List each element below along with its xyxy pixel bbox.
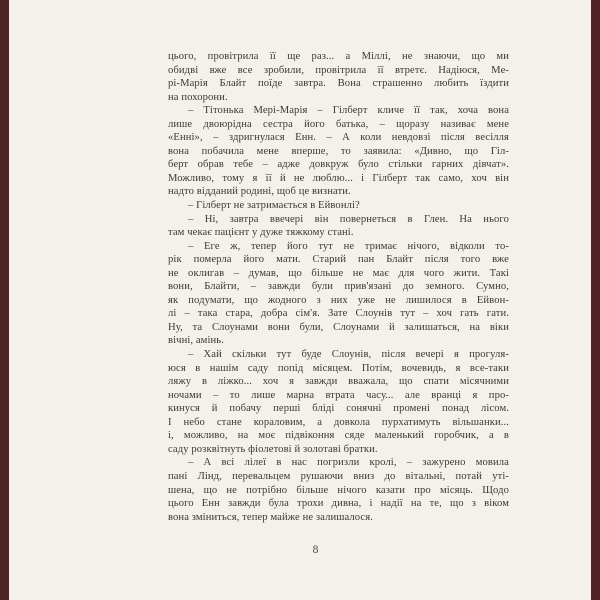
paragraph: [168, 213, 509, 240]
text-line: надто відданий родині, щоб це визнати.: [168, 186, 351, 198]
text-line: – А всі лілеї в нас погризли кролі, – зажурено мовила: [188, 457, 509, 469]
text-line: вони, Блайти, – завжди були прив'язані до земного. Сумно,: [168, 281, 509, 293]
text-line: берт обрав тебе – адже довкруж було стільки гарних дівчат».: [168, 159, 509, 171]
text-line: і, можливо, на моє підвіконня сяде маленький горобчик, а в: [168, 430, 509, 442]
text-line: ляжу в ліжко... хоч я завжди вважала, що спати місячними: [168, 376, 509, 388]
text-line: не оклигав – думав, що більше не має для чого жити. Такі: [168, 267, 509, 279]
text-line: – Хай скільки тут буде Слоунів, після вечері я прогуля-: [188, 349, 509, 361]
text-line: там чекає пацієнт у дуже тяжкому стані.: [168, 227, 354, 239]
text-line: рік померла його мати. Старий пан Блайт після того вже: [168, 254, 509, 266]
text-line: обидві вже все зробили, провітрила її втретє. Надіюся, Ме-: [168, 64, 509, 76]
text-line: шена, що не потрібно більше нічого казати про місяць. Щодо: [168, 484, 509, 496]
page-number: 8: [312, 544, 319, 556]
text-line: юся в нашім саду попід місяцем. Потім, вочевидь, я все-таки: [168, 362, 509, 374]
text-line: «Енні», – здригнулася Енн. – А коли невдовзі після весілля: [168, 132, 509, 144]
text-line: цього, провітрила її ще раз... а Міллі, не знаючи, що ми: [168, 51, 509, 62]
text-line: – Ні, завтра ввечері він повернеться в Глен. На нього: [188, 213, 509, 225]
text-line: ночами – то лише марна втрата часу... але вранці я про-: [168, 389, 509, 401]
text-line: Ну, та Слоунами вони були, Слоунами й залишаться, на віки: [168, 321, 509, 333]
right-page-edge-bar: [591, 0, 600, 600]
text-line: – Еге ж, тепер його тут не тримає нічого, відколи то-: [188, 240, 509, 252]
text-line: цього Енн завжди була трохи дивна, і надії на те, що з віком: [168, 498, 509, 510]
paragraph: [168, 240, 509, 348]
text-line: І небо стане кораловим, а довкола пурхатимуть вільшанки...: [168, 416, 509, 428]
text-line: пані Лінд, перевальцем рушаючи вниз до вітальні, потай уті-: [168, 470, 509, 482]
text-line: лише двоюрідна сестра його батька, – щоразу називає мене: [168, 118, 509, 130]
paragraph: [168, 50, 509, 104]
text-line: саду розквітнуть фіолетові й золотаві братки.: [168, 443, 378, 455]
left-page-edge-bar: [0, 0, 9, 600]
text-line: вона зміниться, тепер майже не залишалося.: [168, 511, 373, 523]
paragraph: [168, 104, 509, 199]
paragraph: [168, 199, 509, 213]
text-line: – Гілберт не затримається в Ейвонлі?: [188, 200, 360, 212]
text-line: кинуся й побачу перші бліді сонячні промені понад лісом.: [168, 403, 509, 415]
paragraph: [168, 348, 509, 456]
text-line: як подумати, що жодного з них уже не лишилося в Ейвон-: [168, 294, 509, 306]
text-line: вічні, амінь.: [168, 335, 224, 347]
text-line: – Тітонька Мері-Марія – Гілберт кличе її так, хоча вона: [188, 105, 509, 117]
text-line: рі-Марія Блайт поїде завтра. Вона страшенно любить їздити: [168, 78, 509, 90]
text-block: [168, 50, 509, 524]
paragraph: [168, 456, 509, 524]
text-line: лі – така стара, добра сім'я. Зате Слоунів тут – хоч гать гати.: [168, 308, 509, 320]
text-line: Можливо, тому я її й не люблю... і Гілберт так само, хоч він: [168, 172, 509, 184]
text-line: вона побачила мене вперше, то заявила: «Дивно, що Гіл-: [168, 145, 509, 157]
text-line: на похорони.: [168, 91, 228, 103]
